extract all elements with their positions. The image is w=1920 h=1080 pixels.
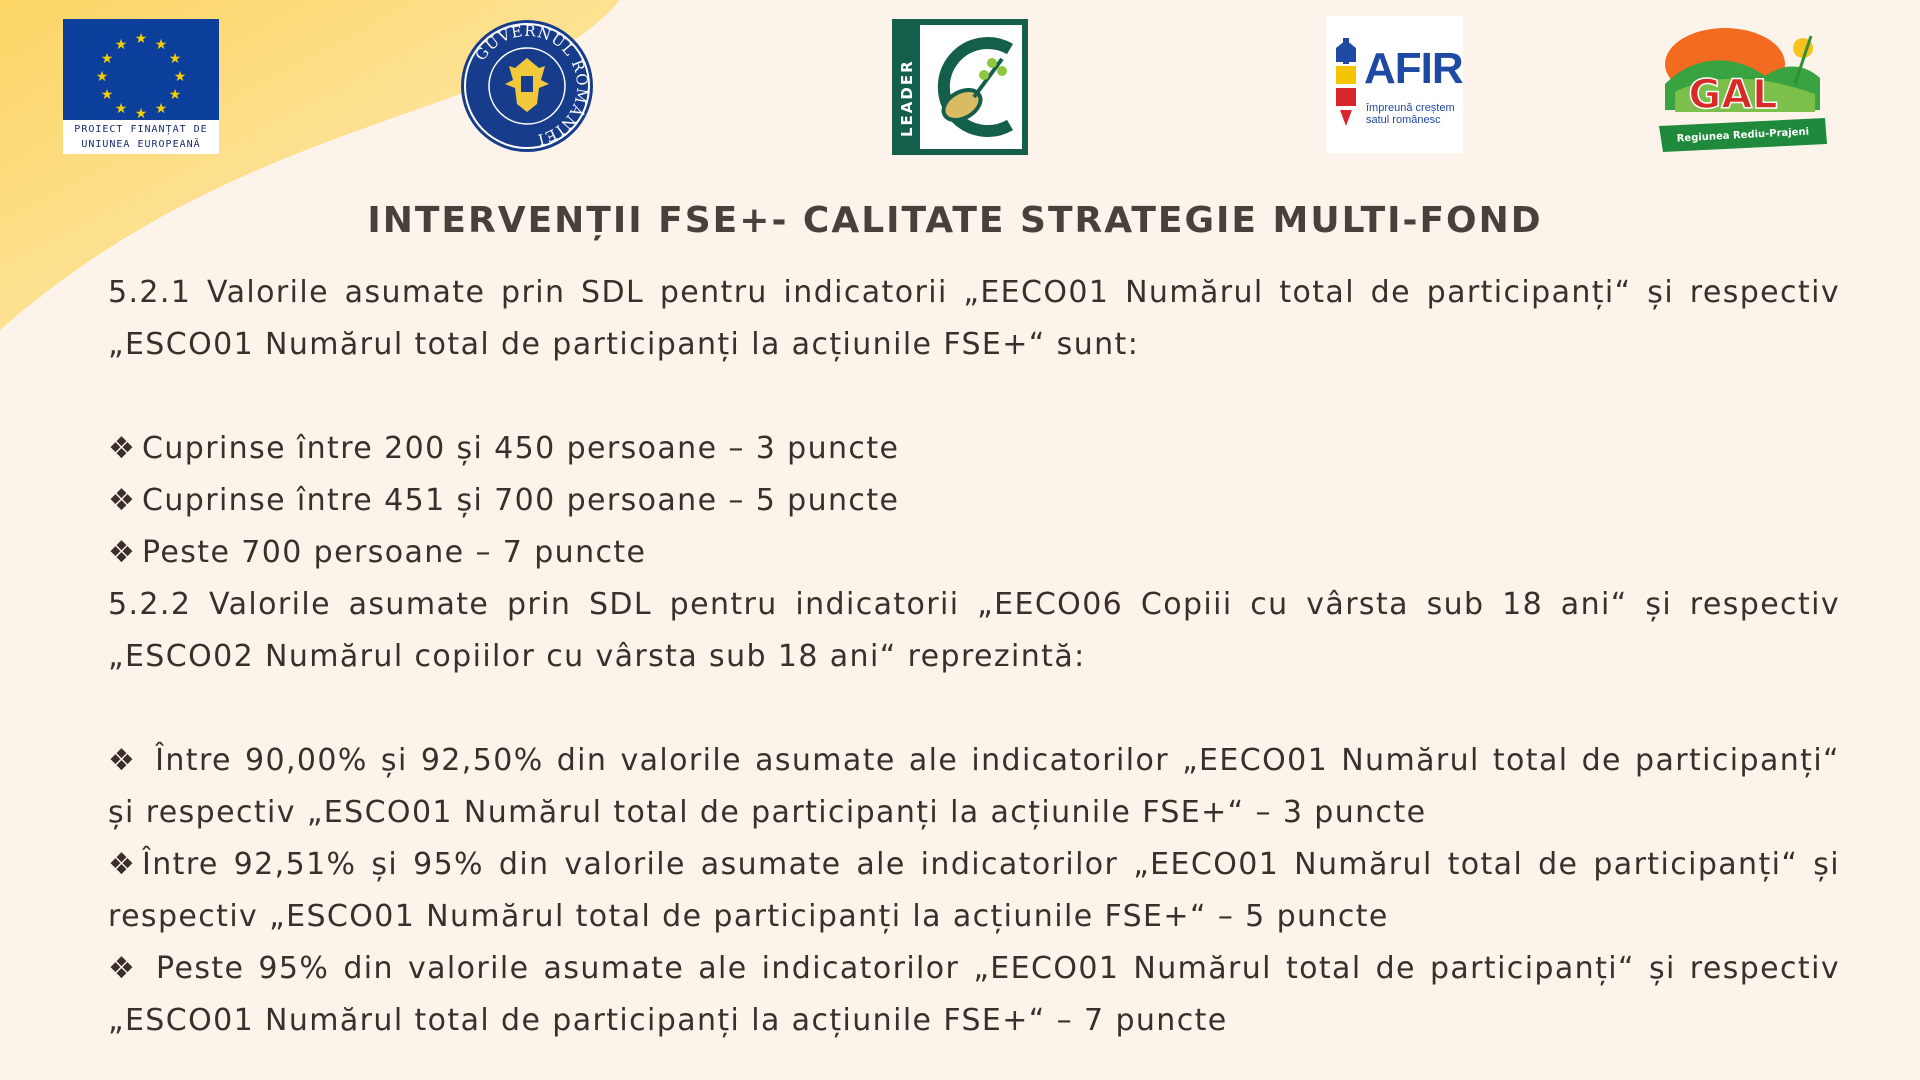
bullet-icon: ❖ [108, 535, 137, 570]
gal-name: GAL [1688, 72, 1778, 118]
page-title: INTERVENȚII FSE+- CALITATE STRATEGIE MULTI-FOND [367, 200, 1543, 241]
eu-logo [63, 19, 219, 154]
svg-text:★: ★ [134, 106, 148, 120]
svg-text:★: ★ [100, 87, 114, 103]
afir-emblem [1332, 38, 1360, 128]
afir-tagline-line-1: împreună creștem [1366, 102, 1455, 114]
section1-list-item [108, 527, 1840, 579]
svg-text:★: ★ [154, 101, 168, 117]
svg-text:★: ★ [100, 51, 114, 67]
svg-text:★: ★ [173, 69, 187, 85]
svg-text:★: ★ [154, 37, 168, 53]
section2-item-text: Între 90,00% și 92,50% din valorile asumate ale indicatorilor „EECO01 Numărul total de participanți“ și respectiv „ESCO01 Numărul total de participanți la acțiunile FSE+“ – 3 puncte [108, 743, 1840, 830]
spacer [108, 371, 1840, 423]
section1-item-text: Cuprinse între 200 și 450 persoane – 3 puncte [142, 431, 900, 466]
spacer [108, 683, 1840, 735]
afir-tagline [1366, 102, 1461, 126]
svg-text:★: ★ [114, 37, 128, 53]
section1-item-text: Cuprinse între 451 și 700 persoane – 5 puncte [142, 483, 900, 518]
section1-list-item [108, 475, 1840, 527]
svg-text:★: ★ [168, 87, 182, 103]
section1-item-text: Peste 700 persoane – 7 puncte [142, 535, 647, 570]
gal-banner: Regiunea Rediu-Prajeni [1676, 126, 1810, 145]
leader-logo [892, 19, 1028, 155]
bullet-icon: ❖ [108, 743, 137, 778]
section2-list-item [108, 943, 1840, 1047]
content-body [108, 267, 1840, 1047]
gal-logo [1655, 14, 1830, 156]
svg-text:★: ★ [114, 101, 128, 117]
section-5-2-2-intro: 5.2.2 Valorile asumate prin SDL pentru indicatorii „EECO06 Copiii cu vârsta sub 18 ani“ și respectiv „ESCO02 Numărul copiilor cu vârsta sub 18 ani“ reprezintă: [108, 587, 1840, 674]
svg-text:★: ★ [95, 69, 109, 85]
section2-item-text: Între 92,51% și 95% din valorile asumate ale indicatorilor „EECO01 Numărul total de participanți“ și respectiv „ESCO01 Numărul total de participanți la acțiunile FSE+“ – 5 puncte [108, 847, 1840, 934]
government-logo [459, 18, 595, 154]
section1-list-item [108, 423, 1840, 475]
section2-list-item [108, 735, 1840, 839]
bullet-icon: ❖ [108, 847, 137, 882]
bullet-icon: ❖ [108, 483, 137, 518]
svg-text:★: ★ [134, 31, 148, 47]
section-5-2-1-intro: 5.2.1 Valorile asumate prin SDL pentru indicatorii „EECO01 Numărul total de participanți“ și respectiv „ESCO01 Numărul total de participanți la acțiunile FSE+“ sunt: [108, 275, 1840, 362]
afir-name: AFIR [1364, 44, 1463, 93]
eu-flag [63, 19, 219, 120]
leader-text: LEADER [898, 59, 916, 137]
bullet-icon: ❖ [108, 951, 137, 986]
section2-item-text: Peste 95% din valorile asumate ale indicatorilor „EECO01 Numărul total de participanți“ și respectiv „ESCO01 Numărul total de participanți la acțiunile FSE+“ – 7 puncte [108, 951, 1840, 1038]
bullet-icon: ❖ [108, 431, 137, 466]
svg-text:★: ★ [168, 51, 182, 67]
afir-logo [1326, 16, 1463, 153]
section2-list-item [108, 839, 1840, 943]
government-ring-text: GUVERNUL ROMÂNIEI [471, 21, 592, 149]
eu-caption: PROIECT FINANȚAT DE UNIUNEA EUROPEANĂ [74, 124, 208, 150]
afir-tagline-line-2: satul românesc [1366, 114, 1441, 126]
